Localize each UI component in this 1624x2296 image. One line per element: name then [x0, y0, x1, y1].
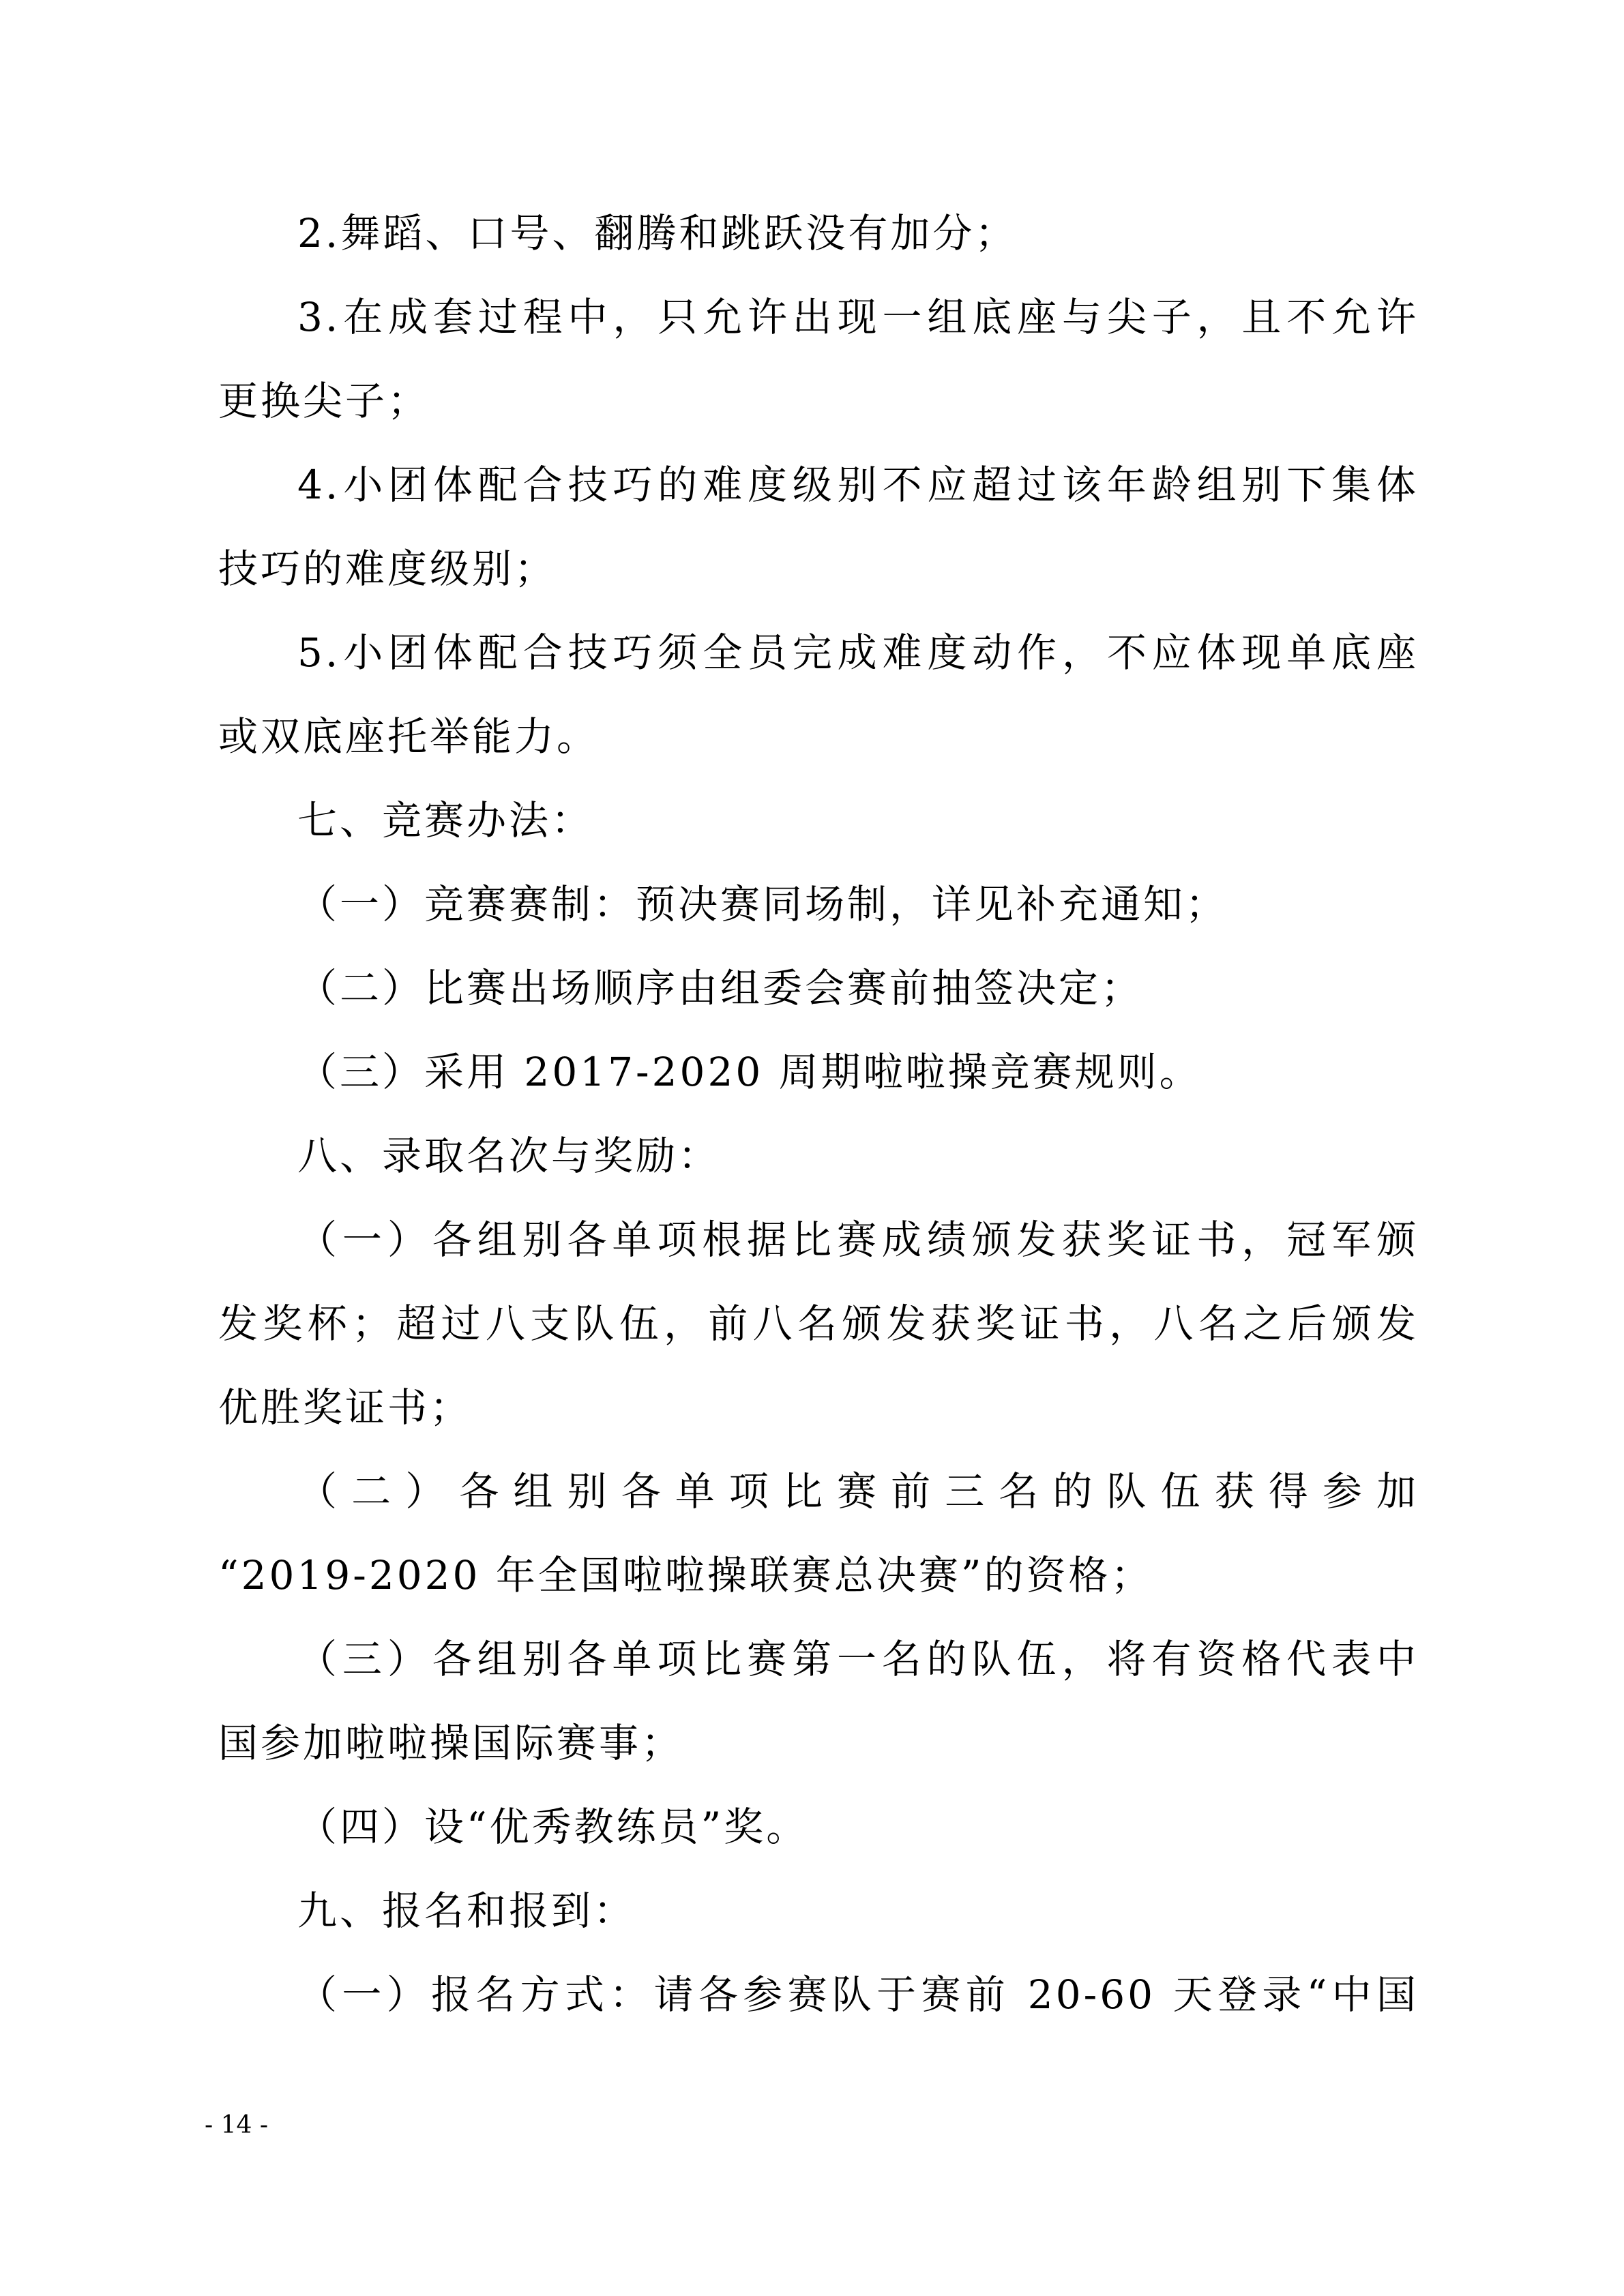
paragraph-line: 5.小团体配合技巧须全员完成难度动作，不应体现单底座	[297, 629, 1419, 676]
paragraph-line: 3.在成套过程中，只允许出现一组底座与尖子，且不允许	[297, 294, 1419, 340]
section-heading: 八、录取名次与奖励：	[297, 1133, 721, 1179]
paragraph-line: （二）比赛出场顺序由组委会赛前抽签决定；	[297, 965, 1144, 1011]
paragraph-line: 或双底座托举能力。	[218, 713, 600, 760]
paragraph-line: （二）各组别各单项比赛前三名的队伍获得参加	[297, 1468, 1419, 1515]
paragraph-line: 发奖杯；超过八支队伍，前八名颁发获奖证书，八名之后颁发	[218, 1300, 1419, 1347]
paragraph-line: 更换尖子；	[218, 378, 430, 424]
paragraph-line: 优胜奖证书；	[218, 1384, 473, 1431]
paragraph-line: （四）设“优秀教练员”奖。	[297, 1804, 809, 1850]
section-heading: 七、竞赛办法：	[297, 797, 594, 844]
paragraph-line: “2019-2020 年全国啦啦操联赛总决赛”的资格；	[218, 1552, 1153, 1598]
section-heading: 九、报名和报到：	[297, 1888, 636, 1934]
paragraph-line: （三）各组别各单项比赛第一名的队伍，将有资格代表中	[297, 1636, 1419, 1682]
paragraph-line: 2.舞蹈、口号、翻腾和跳跃没有加分；	[297, 210, 1018, 256]
paragraph-line: （一）各组别各单项根据比赛成绩颁发获奖证书，冠军颁	[297, 1217, 1419, 1263]
paragraph-line: 国参加啦啦操国际赛事；	[218, 1720, 684, 1766]
page-number: - 14 -	[205, 2111, 269, 2139]
paragraph-line: 4.小团体配合技巧的难度级别不应超过该年龄组别下集体	[297, 462, 1419, 508]
paragraph-line: （三）采用 2017-2020 周期啦啦操竞赛规则。	[297, 1049, 1202, 1095]
paragraph-line: （一）竞赛赛制：预决赛同场制，详见补充通知；	[297, 881, 1228, 927]
paragraph-line: （一）报名方式：请各参赛队于赛前 20-60 天登录“中国	[297, 1971, 1419, 2018]
paragraph-line: 技巧的难度级别；	[218, 546, 557, 592]
